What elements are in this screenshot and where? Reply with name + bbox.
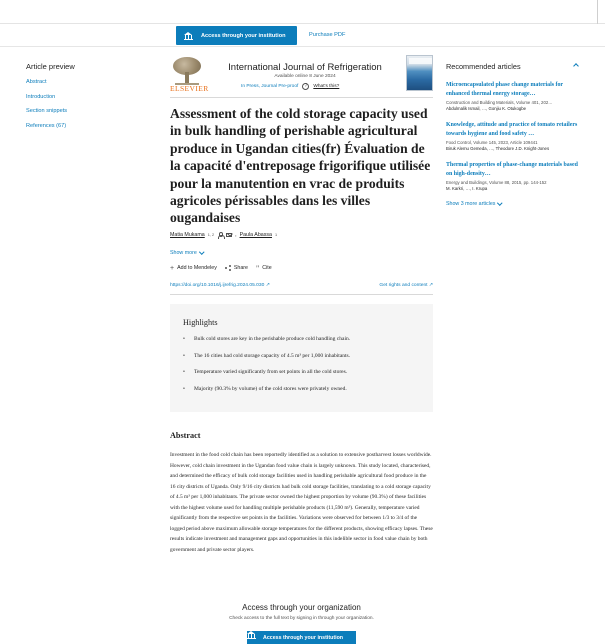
access-toolbar <box>0 24 605 47</box>
add-to-mendeley-label: Add to Mendeley <box>177 265 217 271</box>
rights-link[interactable] <box>379 282 433 288</box>
whats-this-link[interactable]: What's this? <box>313 84 340 89</box>
doi-link[interactable] <box>170 282 270 288</box>
show-more-label: Show more <box>170 250 197 256</box>
highlights-list <box>183 336 421 402</box>
status-text: In Press, Journal Pre-proof <box>241 84 299 89</box>
highlights-heading: Highlights <box>183 318 218 327</box>
highlight-text: The 16 cities had cold storage capacity of 4.5 m³ per 1,000 inhabitants. <box>194 352 351 359</box>
recommended-authors: M. Karkri, …, I. Krupa <box>446 186 488 192</box>
person-icon <box>217 232 223 238</box>
cite-label: Cite <box>262 265 272 271</box>
institution-icon <box>184 32 193 40</box>
chevron-down-icon <box>199 250 204 255</box>
recommended-panel <box>446 62 580 207</box>
share-label: Share <box>233 265 248 271</box>
recommended-title-link[interactable]: Thermal properties of phase-change materials based on high-density… <box>446 161 578 178</box>
highlights-box <box>170 304 433 412</box>
show-more-button[interactable] <box>170 250 203 256</box>
article-title: Assessment of the cold storage capacity used in bulk handling of perishable agricultural produce in Ugandan cities(fr) Évaluation de la capacité d'entreposage frigorifique utilisée pour la manutention en vrac de produits agricoles périssables dans les villes ougandaises <box>170 106 431 226</box>
chevron-down-icon <box>498 200 503 205</box>
recommended-source: Construction and Building Materials, Volume 401, 202… <box>446 100 553 106</box>
highlight-text: Bulk cold stores are key in the perishable produce cold handling chain. <box>194 336 351 342</box>
recommended-authors: Abdulmalik Ismail, …, Gonjiu K. Otukogbe <box>446 106 527 112</box>
access-institution-button[interactable] <box>176 26 297 45</box>
outline-item-abstract[interactable]: Abstract <box>26 79 47 85</box>
doi-url: https://doi.org/10.1016/j.ijrefrig.2024.05.030 <box>170 283 265 288</box>
highlight-text: Majority (90.3% by volume) of the cold stores were privately owned. <box>194 385 347 392</box>
journal-name-link[interactable]: International Journal of Refrigeration <box>228 62 382 73</box>
external-link-icon: ↗ <box>265 283 270 288</box>
divider <box>170 97 433 98</box>
list-item: • Temperature varied significantly from set points in all the cold stores. <box>183 369 421 386</box>
share-icon <box>225 265 231 271</box>
show-more-articles-button[interactable] <box>446 201 580 207</box>
pre-proof-status <box>241 83 339 90</box>
show-more-articles-label: Show 3 more articles <box>446 200 496 207</box>
author-affiliation: 1, 2 <box>207 233 215 237</box>
recommended-source: Energy and Buildings, Volume 88, 2015, pp. 144-152 <box>446 180 547 186</box>
envelope-icon[interactable] <box>226 233 232 238</box>
outline-item-references[interactable]: References (67) <box>26 122 67 129</box>
outline-item-introduction[interactable]: Introduction <box>26 93 56 100</box>
access-institution-button-bottom[interactable] <box>247 631 356 644</box>
access-org-heading: Access through your organization <box>242 603 361 612</box>
highlight-text: Temperature varied significantly from set points in all the cold stores. <box>194 369 348 376</box>
article-actions <box>170 265 272 271</box>
quote-icon: " <box>256 263 260 273</box>
recommended-item <box>446 81 580 113</box>
purchase-pdf-link[interactable]: Purchase PDF <box>309 32 346 38</box>
recommended-authors: Biruk Alemu Gemeda, …, Theodore J.D. Knight-Jones <box>446 146 550 152</box>
author-link[interactable]: Matia Mukama <box>170 232 205 238</box>
top-bar <box>0 0 605 24</box>
external-link-icon: ↗ <box>428 283 433 288</box>
add-to-mendeley-button[interactable] <box>170 265 217 271</box>
author-affiliation: 1 <box>274 233 278 237</box>
publisher-wordmark: ELSEVIER <box>170 84 209 93</box>
cite-button[interactable] <box>256 265 272 271</box>
journal-cover-image[interactable] <box>406 55 433 91</box>
access-institution-label: Access through your institution <box>263 635 344 641</box>
availability-date: Available online 8 June 2024 <box>274 74 336 79</box>
recommended-heading: Recommended articles <box>446 62 521 71</box>
help-icon: ? <box>302 83 309 90</box>
chevron-up-icon <box>573 63 579 69</box>
scroll-corner <box>597 0 605 24</box>
outline-heading: Article preview <box>26 62 75 71</box>
author-link[interactable]: Paula Abassa <box>239 232 272 238</box>
access-org-subtext: Check access to the full text by signing in through your organization. <box>229 616 374 621</box>
article-outline <box>26 62 146 137</box>
recommended-title-link[interactable]: Knowledge, attitude and practice of tomato retailers towards hygiene and food safety … <box>446 121 578 138</box>
plus-icon: + <box>170 264 175 272</box>
recommended-header[interactable] <box>446 62 580 81</box>
abstract-text: Investment in the food cold chain has been reportedly identified as a solution to extensive postharvest losses worldwide. However, cold chain investment in the Ugandan food value chain is largely unknown. This study located, characterised, and determined the efficacy of bulk cold storage facilities used in handling perishable agricultural food produce in the 16 city districts of Uganda. Only 9/16 city districts had bulk cold storage facilities, translating to a cold storage capacity of 4.5 m³ per 1,000 inhabitants. The private sector owned the highest proportion by volume (90.3%) of these facilities with the highest volume used for handling multiple perishable products (11,590 m³). Generally, temperature varied significantly from the respective set points in the facilities. Variations were observed for between 1/3 to 3/4 of the logged period above maximum allowable storage temperatures for the different products, showing efficacy lapses. These results indicate investment and management gaps and opportunities in this indelible sector in food value chain by both government and private sector players. <box>170 452 433 553</box>
list-item: • Bulk cold stores are key in the perishable produce cold handling chain. <box>183 336 421 353</box>
list-item: • Majority (90.3% by volume) of the cold stores were privately owned. <box>183 386 421 403</box>
recommended-title-link[interactable]: Microencapsulated phase change materials for enhanced thermal energy storage… <box>446 82 563 98</box>
author-list <box>170 232 277 238</box>
recommended-source: Food Control, Volume 145, 2023, Article 109441 <box>446 140 538 146</box>
divider <box>170 294 433 295</box>
list-item: • The 16 cities had cold storage capacity of 4.5 m³ per 1,000 inhabitants. <box>183 353 421 370</box>
outline-item-snippets[interactable]: Section snippets <box>26 108 68 114</box>
recommended-item <box>446 121 580 153</box>
rights-label: Get rights and content <box>379 283 428 288</box>
share-button[interactable] <box>225 265 248 271</box>
access-institution-label: Access through your institution <box>201 32 286 39</box>
author-separator: , <box>235 232 237 238</box>
abstract-heading: Abstract <box>170 431 201 440</box>
recommended-item <box>446 161 580 193</box>
